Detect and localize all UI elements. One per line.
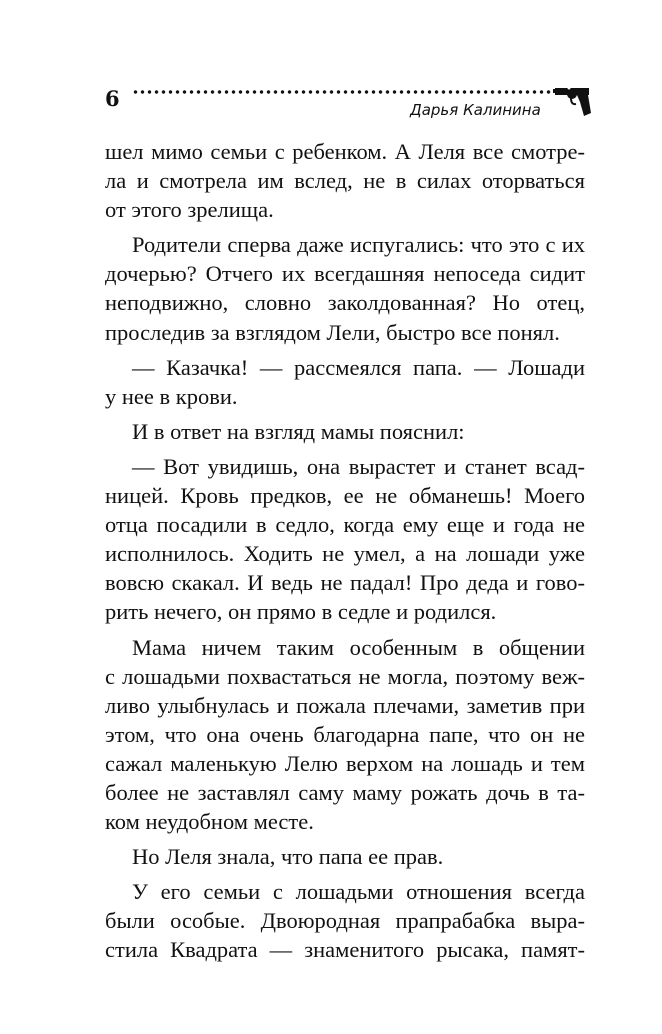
running-header [105,72,595,122]
text-line: ницей. Кровь предков, ее не обманешь! Моего [105,483,585,509]
text-line: ком неудобном месте. [105,809,314,835]
text-line: неподвижно, словно заколдованная? Но отец, [105,290,585,316]
text-line: Родители сперва даже испугались: что это с их [132,232,585,258]
text-line: ла и смотрела им вслед, не в силах оторваться [105,168,585,194]
text-line: Но Леля знала, что папа ее прав. [132,844,444,870]
page-number: 6 [105,86,120,111]
revolver-icon [553,80,591,120]
dotted-rule [132,88,552,96]
text-line: отца посадили в седло, когда ему еще и года не [105,512,585,538]
text-line: шел мимо семьи с ребенком. А Леля все смотре- [105,139,585,164]
running-author: Дарья Калинина [410,101,541,119]
text-line: — Казачка! — рассмеялся папа. — Лошади [132,354,585,380]
text-line: рить нечего, он прямо в седле и родился. [105,599,497,625]
text-line: вовсю скакал. И ведь не падал! Про деда и гово- [105,570,585,596]
text-line: у нее в крови. [105,383,238,409]
text-line: стила Квадрата — знаменитого рысака, памят- [105,937,585,963]
text-line: исполнилось. Ходить не умел, а на лошади уже [105,541,585,567]
text-line: И в ответ на взгляд мамы пояснил: [132,418,465,444]
text-line: У его семьи с лошадьми отношения всегда [132,879,585,905]
text-line: ливо улыбнулась и пожала плечами, заметив при [105,692,585,718]
text-line: с лошадьми похвастаться не могла, поэтому веж- [105,663,585,689]
text-line: были особые. Двоюродная прапрабабка выра- [105,908,585,934]
text-line: от этого зрелища. [105,197,274,223]
text-line: сажал маленькую Лелю верхом на лошадь и тем [105,750,585,776]
body-text [105,137,585,965]
text-line: более не заставлял саму маму рожать дочь в та- [105,779,585,805]
text-line: Мама ничем таким особенным в общении [132,634,585,660]
text-line: дочерью? Отчего их всегдашняя непоседа сидит [105,261,585,287]
text-line: — Вот увидишь, она вырастет и станет всад- [132,453,585,479]
text-line: проследив за взглядом Лели, быстро все понял. [105,319,560,345]
text-line: этом, что она очень благодарна папе, что он не [105,721,585,747]
